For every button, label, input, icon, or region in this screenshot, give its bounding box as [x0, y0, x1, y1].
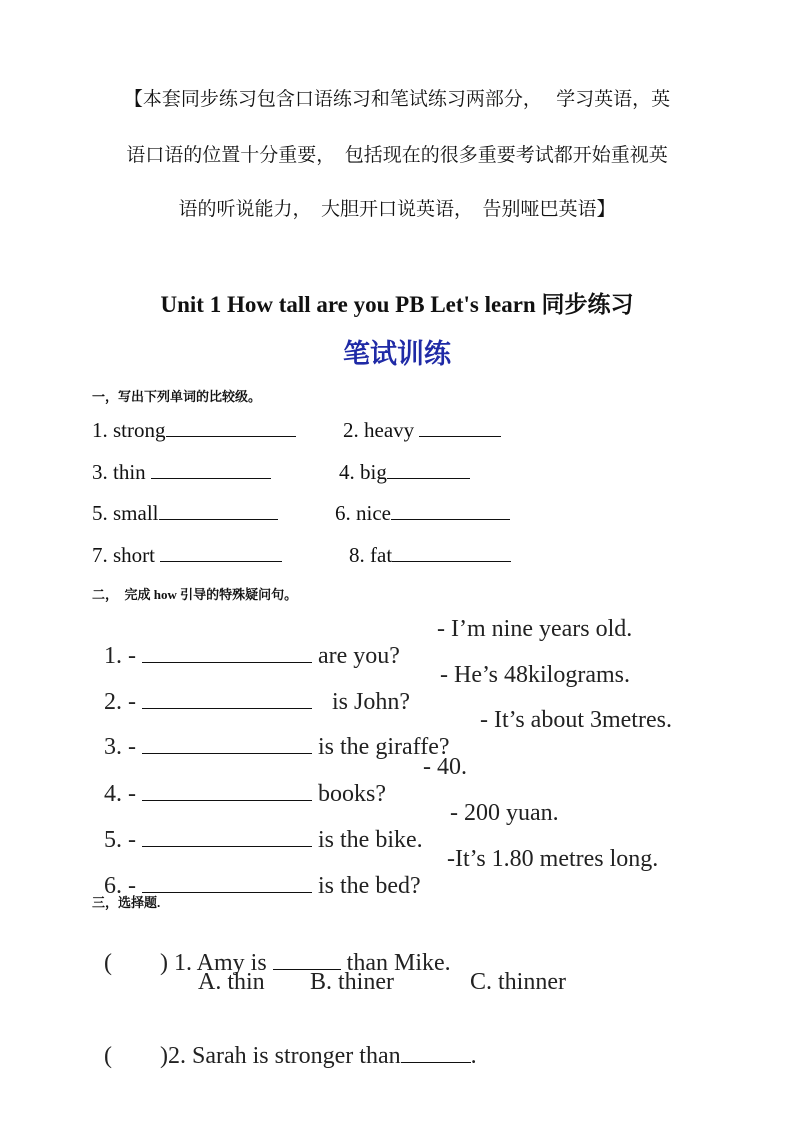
- intro-line-3: 语的听说能力， 大胆开口说英语， 告别哑巴英语】: [178, 199, 616, 220]
- word-item-2: 2. heavy: [343, 418, 501, 443]
- option-c[interactable]: C. thinner: [470, 969, 566, 995]
- page-title: Unit 1 How tall are you PB Let's learn 同步练习: [160, 292, 634, 317]
- word-item-3: 3. thin: [92, 460, 271, 485]
- question-row-6: 6. - is the bed?: [104, 873, 421, 899]
- option-b[interactable]: B. thiner: [310, 969, 394, 995]
- question-row-3: 3. - is the giraffe?: [104, 734, 450, 760]
- question-row-4: 4. - books?: [104, 781, 386, 807]
- word-item-5: 5. small: [92, 501, 278, 526]
- section-heading-3: 三，选择题.: [92, 895, 161, 910]
- answer-text-4: - 40.: [423, 754, 467, 780]
- answer-text-5: - 200 yuan.: [450, 800, 559, 826]
- choice-question-2: ( )2. Sarah is stronger than .: [104, 1043, 477, 1069]
- answer-blank[interactable]: [166, 435, 296, 437]
- answer-text-6: -It’s 1.80 metres long.: [447, 846, 659, 872]
- page-subtitle: 笔试训练: [343, 339, 451, 369]
- option-a[interactable]: A. thin: [198, 969, 265, 995]
- answer-blank[interactable]: [401, 1061, 471, 1063]
- answer-paren[interactable]: ( ): [104, 950, 168, 976]
- answer-blank[interactable]: [151, 477, 271, 479]
- section-heading-2: 二， 完成 how 引导的特殊疑问句。: [92, 587, 298, 602]
- word-item-7: 7. short: [92, 543, 282, 568]
- answer-blank[interactable]: [142, 891, 312, 893]
- answer-blank[interactable]: [419, 435, 501, 437]
- intro-line-2: 语口语的位置十分重要， 包括现在的很多重要考试都开始重视英: [126, 145, 668, 166]
- word-item-8: 8. fat: [349, 543, 511, 568]
- choice-question-1: ( ) 1. Amy is than Mike.: [104, 950, 451, 976]
- word-item-1: 1. strong: [92, 418, 296, 443]
- question-row-2: 2. - is John?: [104, 689, 410, 715]
- question-row-5: 5. - is the bike.: [104, 827, 423, 853]
- intro-line-1: 【本套同步练习包含口语练习和笔试练习两部分， 学习英语，英: [123, 89, 671, 110]
- answer-text-2: - He’s 48kilograms.: [440, 662, 630, 688]
- word-item-4: 4. big: [339, 460, 470, 485]
- answer-paren[interactable]: ( ): [104, 1043, 168, 1069]
- word-item-6: 6. nice: [335, 501, 510, 526]
- answer-blank[interactable]: [160, 560, 282, 562]
- answer-text-3: - It’s about 3metres.: [480, 707, 672, 733]
- answer-blank[interactable]: [391, 518, 510, 520]
- answer-blank[interactable]: [387, 477, 470, 479]
- section-heading-1: 一，写出下列单词的比较级。: [92, 389, 262, 404]
- question-row-1: 1. - are you?: [104, 643, 400, 669]
- answer-blank[interactable]: [159, 518, 278, 520]
- answer-text-1: - I’m nine years old.: [437, 616, 633, 642]
- answer-blank[interactable]: [392, 560, 511, 562]
